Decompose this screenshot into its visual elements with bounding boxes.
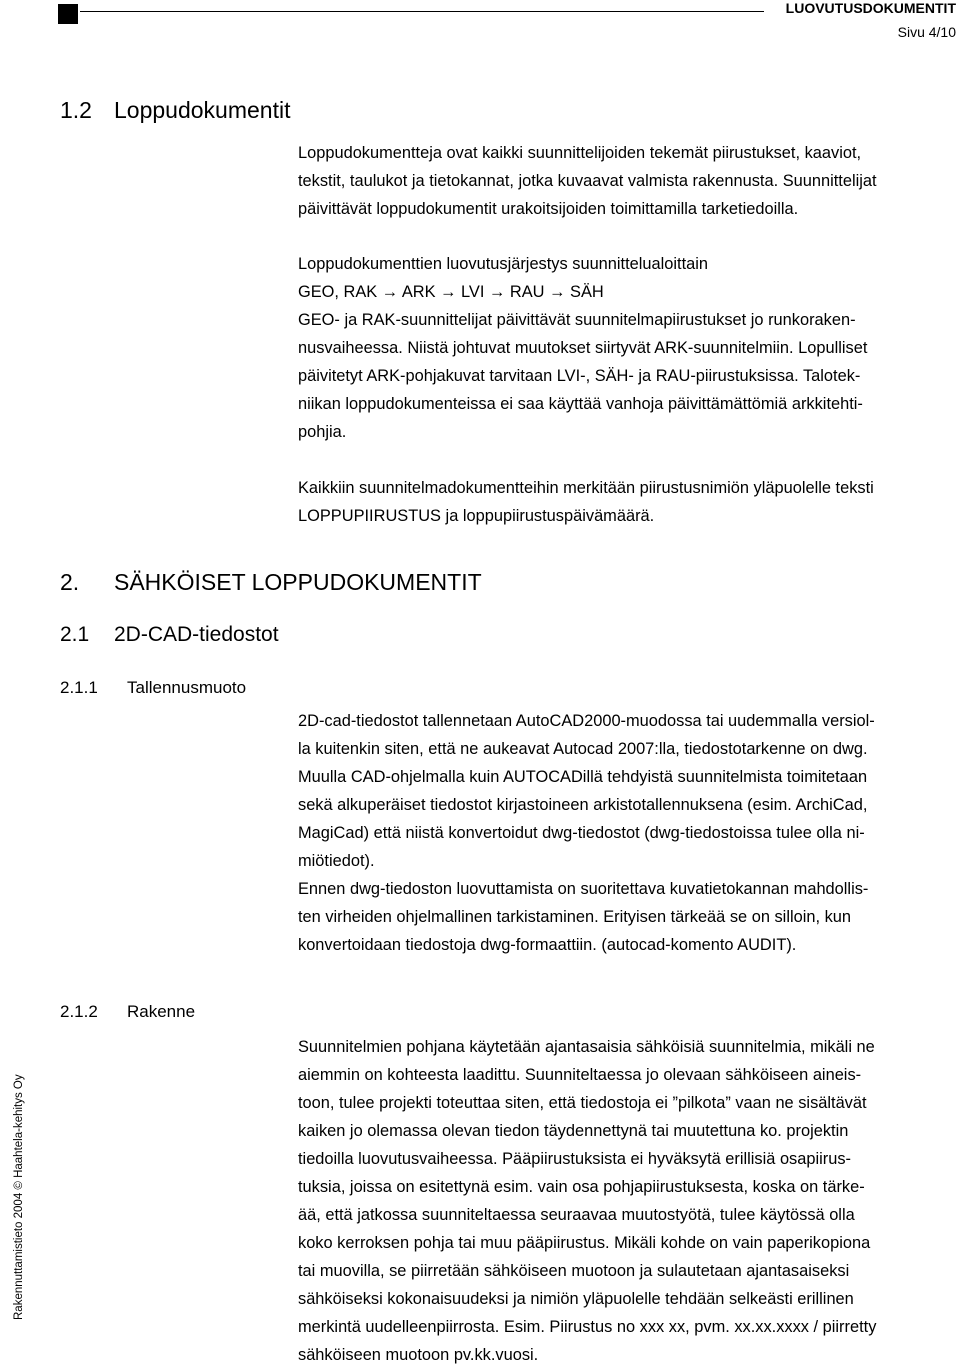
text-line: aiemmin on kohteesta laadittu. Suunniteltaessa jo olevaan sähköiseen aineis- [298, 1066, 862, 1084]
text-line: päivittävät loppudokumentit urakoitsijoiden toimittamilla tarketiedoilla. [298, 200, 799, 218]
heading-1-2-title: Loppudokumentit [114, 97, 291, 123]
text-line: tiedoilla luovutusvaiheessa. Pääpiirustuksista ei hyväksytä erillisiä osapiirus- [298, 1150, 851, 1168]
heading-2-1-title: 2D-CAD-tiedostot [114, 623, 279, 646]
heading-2-number: 2. [60, 569, 80, 595]
text-line: LOPPUPIIRUSTUS ja loppupiirustuspäivämäärä. [298, 507, 655, 525]
text-line: pohjia. [298, 423, 347, 441]
text-line: Kaikkiin suunnitelmadokumentteihin merkitään piirustusnimiön yläpuolelle teksti [298, 479, 874, 497]
text-line: niikan loppudokumenteissa ei saa käyttää vanhoja päivittämättömiä arkkitehti- [298, 395, 863, 413]
text-line: 2D-cad-tiedostot tallennetaan AutoCAD2000-muodossa tai uudemmalla versiol- [298, 712, 875, 730]
text-line: ää, että jatkossa suunniteltaessa seuraavaa muutostyötä, tulee käytössä olla [298, 1206, 855, 1224]
paragraph-merkinnat [298, 474, 958, 530]
text-line: tuksia, joissa on esitettynä esim. vain osa pohjapiirustuksesta, koska on tärke- [298, 1178, 865, 1196]
paragraph-luovutusjarjestys [298, 250, 958, 446]
heading-2-1-1-number: 2.1.1 [60, 678, 98, 697]
paragraph-loppudokumentit [298, 139, 958, 223]
heading-2-title: SÄHKÖISET LOPPUDOKUMENTIT [114, 569, 482, 595]
heading-2-1-number: 2.1 [60, 623, 90, 646]
text-line: nusvaiheessa. Niistä johtuvat muutokset siirtyvät ARK-suunnitelmiin. Lopulliset [298, 339, 868, 357]
text-line: sähköiseen muotoon pv.kk.vuosi. [298, 1346, 539, 1364]
text-line: sähköiseksi kokonaisuudeksi ja nimiön yläpuolelle tehdään selkeästi erillinen [298, 1290, 854, 1308]
text-line: Loppudokumenttien luovutusjärjestys suunnittelualoittain [298, 255, 709, 273]
text-line: tekstit, taulukot ja tietokannat, jotka kuvaavat valmista rakennusta. Suunnittelijat [298, 172, 877, 190]
heading-2-1-2-number: 2.1.2 [60, 1002, 98, 1021]
text-line: GEO, RAK → ARK → LVI → RAU → SÄH [298, 283, 604, 301]
text-line: Ennen dwg-tiedoston luovuttamista on suoritettava kuvatietokannan mahdollis- [298, 880, 869, 898]
text-line: merkintä uudelleenpiirrosta. Esim. Piirustus no xxx xx, pvm. xx.xx.xxxx / piirretty [298, 1318, 877, 1336]
text-line: tai muovilla, se piirretään sähköiseen muotoon ja sulautetaan ajantasaiseksi [298, 1262, 850, 1280]
text-line: GEO- ja RAK-suunnittelijat päivittävät suunnitelmapiirustukset jo runkoraken- [298, 311, 856, 329]
heading-1-2-number: 1.2 [60, 97, 92, 123]
text-line: toon, tulee projekti toteuttaa siten, että tiedostoja ei ”pilkota” vaan ne sisältävät [298, 1094, 867, 1112]
text-line: päivitetyt ARK-pohjakuvat tarvitaan LVI-, SÄH- ja RAU-piirustuksissa. Talotek- [298, 367, 861, 385]
text-line: ten virheiden ohjelmallinen tarkistaminen. Erityisen tärkeää se on silloin, kun [298, 908, 852, 926]
page-number: Sivu 4/10 [897, 24, 956, 40]
text-line: sekä alkuperäiset tiedostot kirjastoineen arkistotallennuksena (esim. ArchiCad, [298, 796, 868, 814]
copyright-side-text: Rakennuttamistieto 2004 © Haahtela-kehitys Oy [13, 1074, 25, 1320]
text-line: la kuitenkin siten, että ne aukeavat Autocad 2007:lla, tiedostotarkenne on dwg. [298, 740, 868, 758]
text-line: MagiCad) että niistä konvertoidut dwg-tiedostot (dwg-tiedostoissa tulee olla ni- [298, 824, 865, 842]
text-line: koko kerroksen pohja tai muu pääpiirustus. Mikäli kohde on vain paperikopiona [298, 1234, 871, 1252]
text-line: Suunnitelmien pohjana käytetään ajantasaisia sähköisiä suunnitelmia, mikäli ne [298, 1038, 875, 1056]
text-line: kaiken jo olemassa olevan tiedon täydennettynä tai muutettuna ko. projektin [298, 1122, 849, 1140]
paragraph-rakenne [298, 1033, 958, 1369]
heading-2-1-1-title: Tallennusmuoto [127, 678, 247, 697]
logo-square [58, 4, 78, 24]
text-line: Loppudokumentteja ovat kaikki suunnittelijoiden tekemät piirustukset, kaaviot, [298, 144, 862, 162]
text-line: miötiedot). [298, 852, 375, 870]
document-title: LUOVUTUSDOKUMENTIT [785, 0, 956, 16]
text-line: konvertoidaan tiedostoja dwg-formaattiin. (autocad-komento AUDIT). [298, 936, 797, 954]
text-line: Muulla CAD-ohjelmalla kuin AUTOCADillä tehdyistä suunnitelmista toimitetaan [298, 768, 868, 786]
paragraph-tallennusmuoto [298, 707, 958, 959]
header-rule [80, 11, 764, 12]
heading-2-1-2-title: Rakenne [127, 1002, 196, 1021]
